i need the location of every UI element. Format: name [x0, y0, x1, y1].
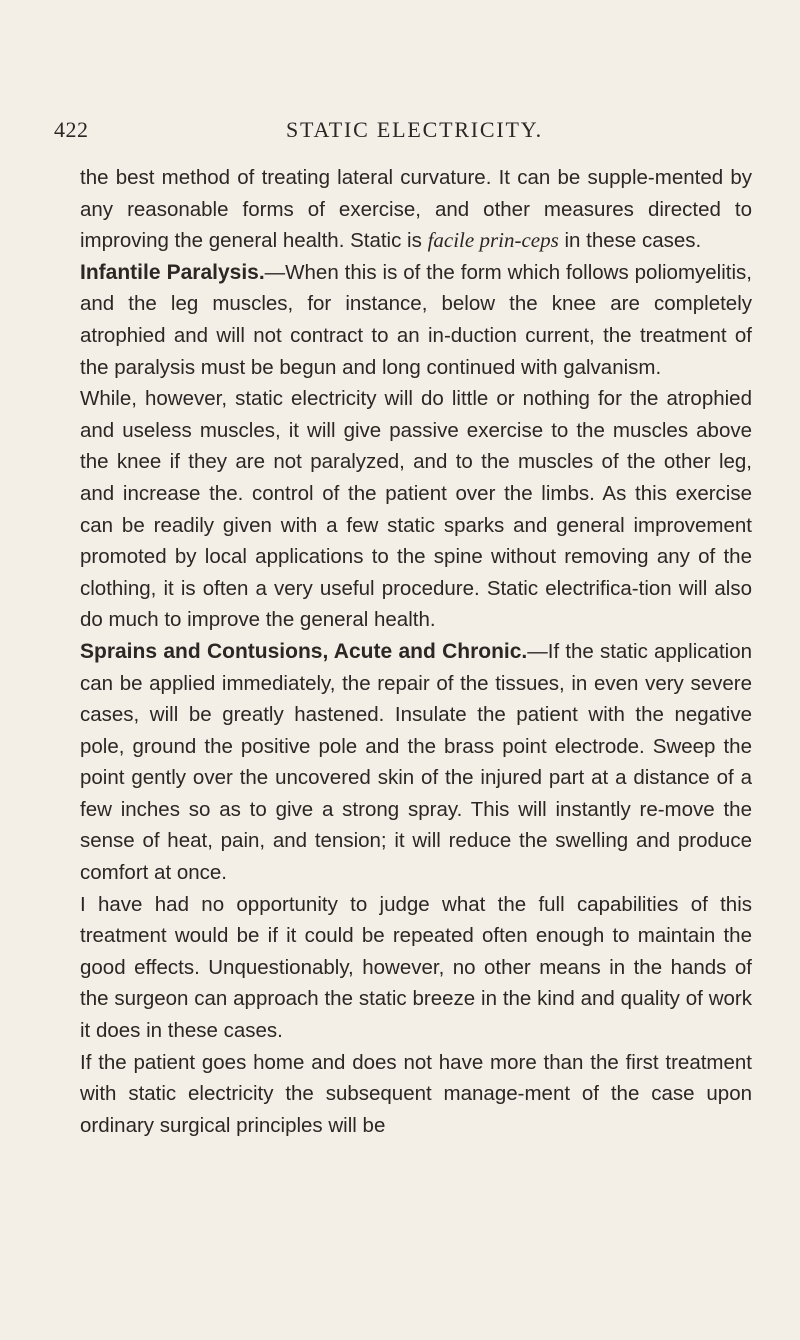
page-number: 422	[54, 117, 89, 142]
section-heading-sprains: Sprains and Contusions, Acute and Chronic.	[80, 639, 528, 663]
paragraph-text: —When this is of the form which follows poliomyelitis, and the leg muscles, for instance, below the knee are completely atrophied and will not contract to an in-duction current, the treatment of the paralysis must be begun and long continued with galvanism.	[80, 260, 752, 379]
paragraph-text: the best method of treating lateral curvature. It can be supple-mented by any reasonable forms of exercise, and other measures directed to improving the general health. Static is	[80, 166, 752, 253]
section-heading-infantile-paralysis: Infantile Paralysis.	[80, 260, 265, 284]
paragraph-capabilities	[80, 889, 752, 1047]
paragraph-curvature	[80, 162, 752, 257]
running-head	[54, 117, 754, 147]
running-title: STATIC ELECTRICITY.	[286, 117, 543, 142]
paragraph-text: in these cases.	[558, 229, 702, 253]
paragraph-text: If the patient goes home and does not have more than the first treatment with static electricity the subsequent manage-ment of the case upon ordinary surgical principles will be	[80, 1050, 752, 1137]
paragraph-text: I have had no opportunity to judge what the full capabilities of this treatment would be if it could be repeated often enough to maintain the good effects. Unquestionably, however, no other means in the hands of the surgeon can approach the static breeze in the kind and quality of work it does in these cases.	[80, 892, 752, 1043]
paragraph-follow-up	[80, 1047, 752, 1142]
paragraph-text: While, however, static electricity will do little or nothing for the atrophied and useless muscles, it will give passive exercise to the muscles above the knee if they are not paralyzed, and to the muscles of the other leg, and increase the. control of the patient over the limbs. As this exercise can be readily given with a few static sparks and general improvement promoted by local applications to the spine without removing any of the clothing, it is often a very useful procedure. Static electrifica-tion will also do much to improve the general health.	[80, 387, 752, 632]
italic-phrase: facile prin-ceps	[427, 228, 559, 253]
paragraph-sprains	[80, 636, 752, 889]
body-text	[80, 162, 752, 1141]
paragraph-infantile-paralysis	[80, 257, 752, 383]
paragraph-text: —If the static application can be applied immediately, the repair of the tissues, in even very severe cases, will be greatly hastened. Insulate the patient with the negative pole, ground the positive pole and the brass point electrode. Sweep the point gently over the uncovered skin of the injured part at a distance of a few inches so as to give a strong spray. This will instantly re-move the sense of heat, pain, and tension; it will reduce the swelling and produce comfort at once.	[80, 639, 752, 885]
paragraph-static-exercise	[80, 383, 752, 636]
